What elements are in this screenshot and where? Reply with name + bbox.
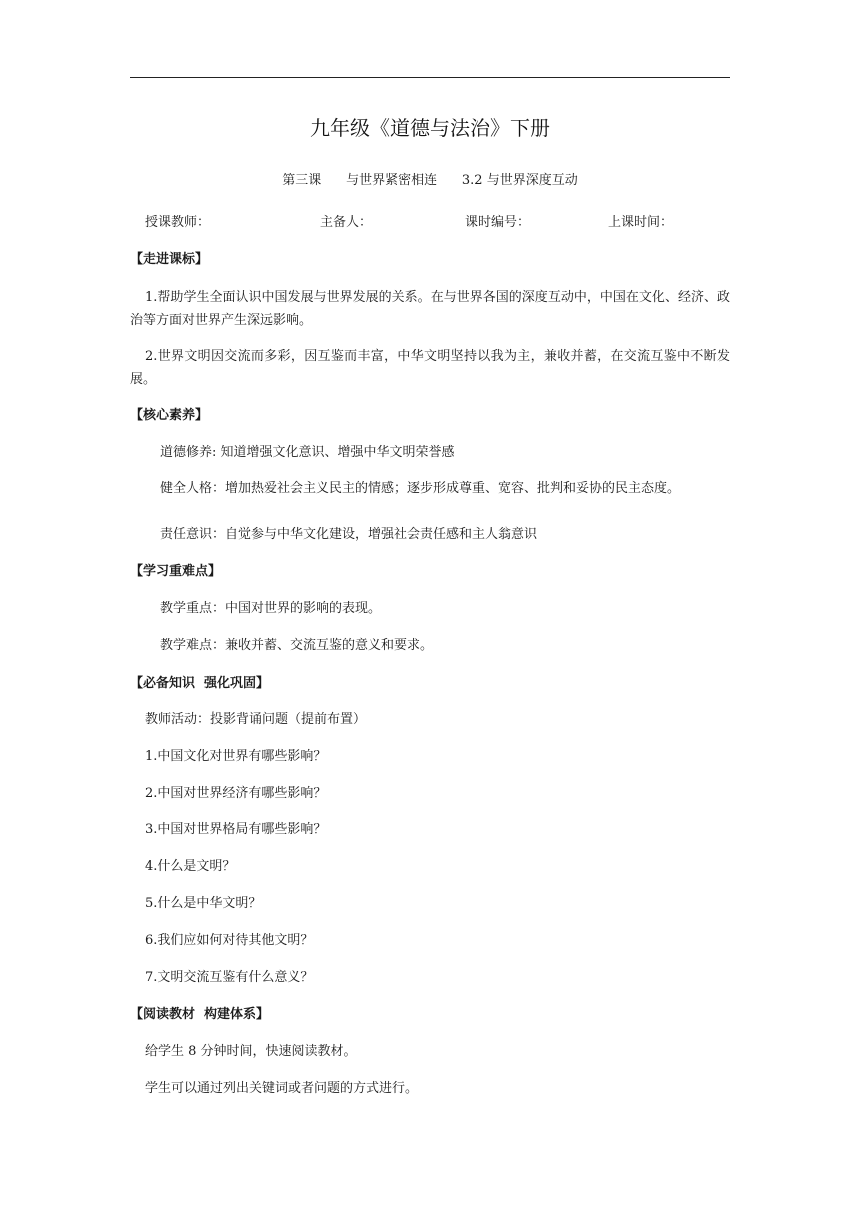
key-points-heading: 【学习重难点】 [130,564,222,579]
reading-instruction: 给学生 8 分钟时间，快速阅读教材。 [145,1044,357,1059]
header-rule [130,77,730,78]
knowledge-heading: 【必备知识 强化巩固】 [130,676,270,691]
reading-method: 学生可以通过列出关键词或者问题的方式进行。 [145,1081,419,1096]
question-item: 1.中国文化对世界有哪些影响？ [145,749,327,764]
question-item: 3.中国对世界格局有哪些影响？ [145,822,327,837]
question-item: 4.什么是文明？ [145,859,236,874]
standards-paragraph-2: 2.世界文明因交流而多彩，因互鉴而丰富，中华文明坚持以我为主，兼收并蓄，在交流互鉴中不断发展。 [130,349,730,387]
question-item: 5.什么是中华文明？ [145,896,262,911]
teacher-label: 授课教师： [145,215,211,230]
literacy-responsibility: 责任意识：自觉参与中华文化建设，增强社会责任感和主人翁意识 [160,527,538,542]
lesson-number-label: 课时编号： [465,215,531,230]
standards-paragraph-1: 1.帮助学生全面认识中国发展与世界发展的关系。在与世界各国的深度互动中，中国在文化、经济、政治等方面对世界产生深远影响。 [130,290,730,328]
preparer-label: 主备人： [320,215,373,230]
key-point-difficulty: 教学难点：兼收并蓄、交流互鉴的意义和要求。 [160,638,434,653]
document-title: 九年级《道德与法治》下册 [310,116,550,140]
literacy-personality: 健全人格：增加热爱社会主义民主的情感；逐步形成尊重、宽容、批判和妥协的民主态度。 [160,481,681,496]
standards-heading: 【走进课标】 [130,252,209,267]
key-point-focus: 教学重点：中国对世界的影响的表现。 [160,601,382,616]
reading-heading: 【阅读教材 构建体系】 [130,1007,270,1022]
lesson-title: 与世界紧密相连 [346,173,438,188]
class-time-label: 上课时间： [608,215,674,230]
literacy-heading: 【核心素养】 [130,408,209,423]
literacy-moral: 道德修养: 知道增强文化意识、增强中华文明荣誉感 [160,445,455,460]
lesson-subtitle [130,172,730,190]
section-title: 3.2 与世界深度互动 [461,173,578,188]
question-item: 7.文明交流互鉴有什么意义？ [145,970,314,985]
teacher-activity: 教师活动：投影背诵问题（提前布置） [145,712,367,727]
question-item: 6.我们应如何对待其他文明？ [145,933,314,948]
question-item: 2.中国对世界经济有哪些影响？ [145,786,327,801]
lesson-number: 第三课 [282,173,322,188]
